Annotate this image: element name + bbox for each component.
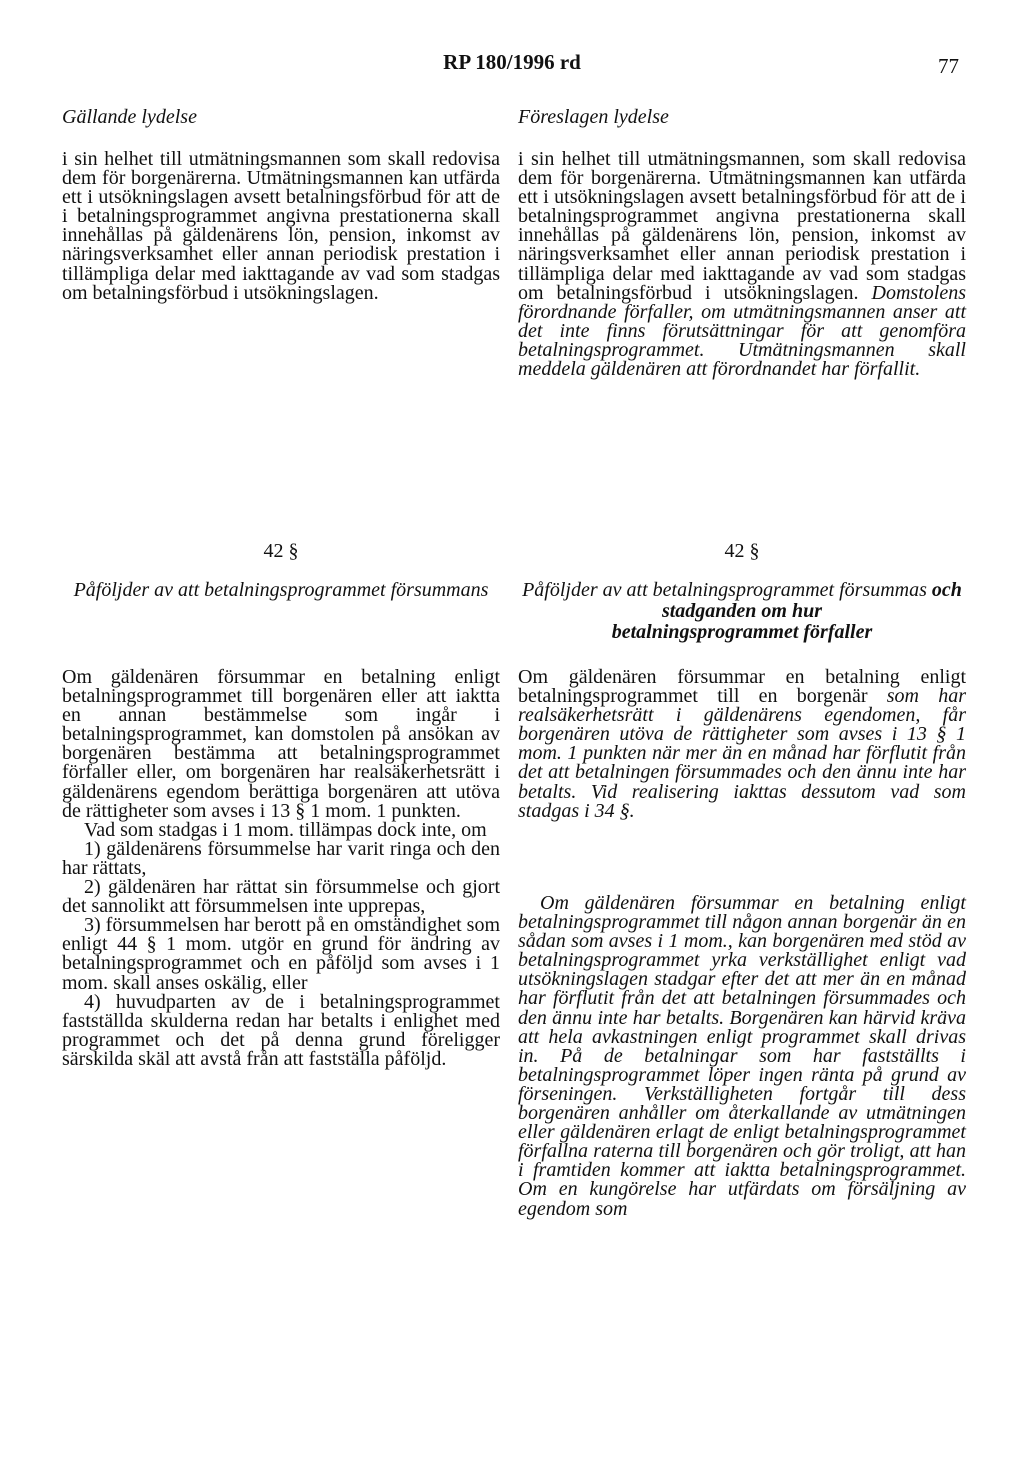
- left-paragraph-1: i sin helhet till utmätningsmannen som skall redovisa dem för borgenärerna. Utmätningsmannen kan utfärda ett i utsökningslagen avsett betalningsförbud för att de i betalningsprogrammet angivna prestationerna skall innehållas på gäldenärens lön, pension, inkomst av näringsverksamhet eller annan periodisk prestation i tillämpliga delar med iakttagande av vad som stadgas om betalningsförbud i utsökningslagen.: [62, 148, 500, 304]
- right-paragraph-2-text: Om gäldenären försummar en betalning enligt betalningsprogrammet till en borgenär: [518, 666, 966, 708]
- left-list-item-2: 2) gäldenären har rättat sin försummelse och gjort det sannolikt att försummelsen inte upprepas,: [62, 876, 500, 918]
- left-section-number: 42 §: [263, 540, 299, 562]
- right-paragraph-3: Om gäldenären försummar en betalning enligt betalningsprogrammet till någon annan borgenär än en sådan som avses i 1 mom., kan borgenären med stöd av betalningsprogrammet yrka verkställighet enligt vad utsökningslagen stadgar efter det att mer än en månad har förflutit från det att betalningen försummades och den ännu inte har betalts. Borgenären kan härvid kräva att hela avkastningen enligt programmet skall drivas in. På de betalningar som har fastställts i betalningsprogrammet löper ingen ränta på grund av förseningen. Verkställigheten fortgår till dess borgenären anhåller om återkallande av utmätningen eller gäldenären erlagt de enligt betalningsprogrammet förfallna raterna till borgenären och gör troligt, att han i framtiden kommer att iaktta betalningsprogrammet. Om en kungörelse har utfärdats om försäljning av egendom som: [518, 892, 966, 1220]
- column-heading-proposed: Föreslagen lydelse: [518, 106, 669, 128]
- left-list-item-3: 3) försummelsen har berott på en omständighet som enligt 44 § 1 mom. utgör en grund för ändring av betalningsprogrammet och en påföljd som avses i 1 mom. skall anses oskälig, eller: [62, 914, 501, 994]
- left-section-title: Påföljder av att betalningsprogrammet försummans: [73, 579, 489, 601]
- right-paragraph-3-block: [518, 894, 966, 1219]
- document-reference: RP 180/1996 rd: [443, 50, 581, 74]
- column-heading-current: Gällande lydelse: [62, 106, 197, 128]
- right-paragraph-2-amendment: som har realsäkerhetsrätt i gäldenärens egendomen, får borgenären utöva de rättigheter som avses i 13 § 1 mom. 1 punkten när mer än en månad har förflutit från det att betalningen försummades och den ännu inte har betalts. Vid realisering iakttas dessutom vad som stadgas i 34 §.: [518, 685, 967, 822]
- left-paragraph-2: Om gäldenären försummar en betalning enligt betalningsprogrammet till borgenären eller att iaktta en annan bestämmelse som ingår i betalningsprogrammet, kan domstolen på ansökan av borgenären bestämma att betalningsprogrammet förfaller eller, om borgenären har realsäkerhetsrätt i gäldenärens egendom berättiga borgenären att utöva de rättigheter som avses i 13 § 1 mom. 1 punkten.: [62, 666, 500, 822]
- left-list-item-4: 4) huvudparten av de i betalningsprogrammet fastställda skulderna redan har betalts i enlighet med programmet och det på denna grund föreligger särskilda skäl att avstå från att fastställa påföljd.: [62, 990, 500, 1070]
- right-section-title-addition-2: betalningsprogrammet förfaller: [611, 621, 873, 643]
- page-header: [0, 50, 1024, 80]
- left-paragraph-3: Vad som stadgas i 1 mom. tillämpas dock inte, om: [84, 818, 487, 841]
- left-list-item-1: 1) gäldenärens försummelse har varit ringa och den har rättats,: [62, 837, 500, 879]
- right-paragraph-2: [518, 668, 966, 821]
- left-paragraph-1-block: [62, 150, 500, 303]
- page-number: 77: [938, 54, 959, 78]
- right-section-number: 42 §: [724, 540, 760, 562]
- right-paragraph-1: [518, 150, 966, 379]
- right-paragraph-1-amendment: Domstolens förordnande förfaller, om utmätningsmannen anser att det inte finns förutsättningar för att genomföra betalningsprogrammet. Utmätningsmannen skall meddela gäldenären att förordnandet har förfallit.: [518, 281, 966, 381]
- right-paragraph-1-text: i sin helhet till utmätningsmannen, som skall redovisa dem för borgenärerna. Utmätningsmannen kan utfärda ett i utsökningslagen avsett betalningsförbud för att de i betalningsprogrammet angivna prestationerna skall innehållas på gäldenärens lön, pension, inkomst av näringsverksamhet eller annan periodisk prestation i tillämpliga delar med iakttagande av vad som stadgas om betalningsförbud i utsökningslagen.: [518, 148, 966, 304]
- right-paragraph-1-block: [518, 150, 966, 379]
- right-paragraph-2-block: [518, 668, 966, 821]
- left-section-body: [62, 668, 500, 1069]
- right-section-title-text: Påföljder av att betalningsprogrammet försummas: [522, 579, 927, 601]
- right-section-title: [518, 580, 966, 643]
- right-section-title-addition-1: och stadganden om hur: [661, 579, 962, 622]
